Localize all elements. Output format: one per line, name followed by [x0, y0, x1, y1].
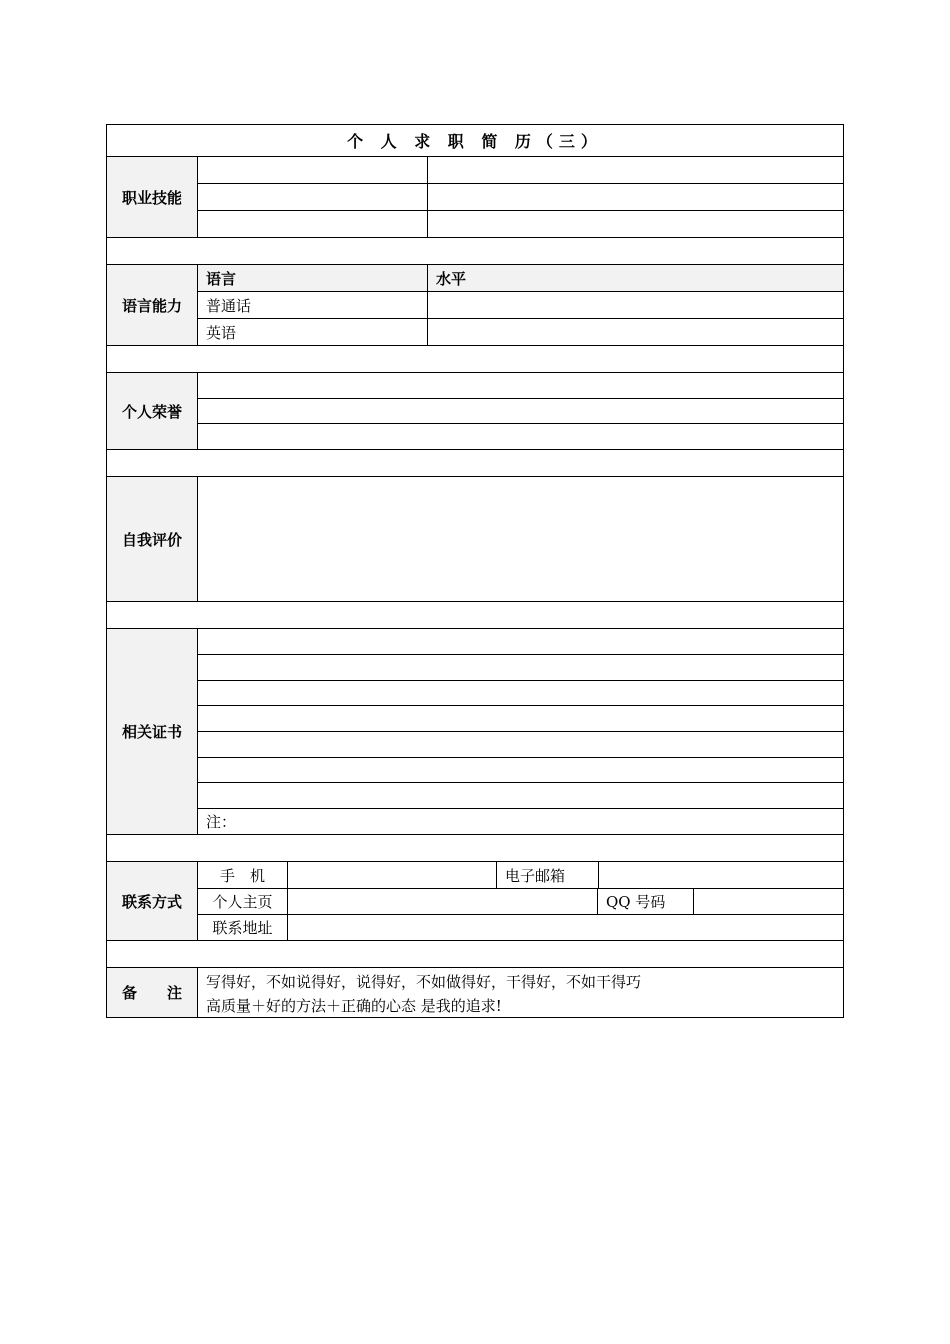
skill-detail-cell[interactable]	[428, 157, 843, 183]
certificate-cell[interactable]	[198, 732, 843, 757]
certificate-cell[interactable]	[198, 706, 843, 731]
self-eval-field[interactable]	[198, 477, 843, 601]
spacer-row	[106, 345, 844, 373]
certificate-cell[interactable]	[198, 655, 843, 680]
skill-cell[interactable]	[198, 157, 428, 183]
homepage-field[interactable]	[288, 889, 598, 914]
remarks-line-1: 写得好，不如说得好，说得好，不如做得好，干得好，不如干得巧	[206, 973, 642, 991]
self-eval-label: 自我评价	[107, 477, 198, 601]
language-name: 英语	[198, 319, 428, 345]
language-header: 语言	[198, 265, 428, 291]
certificate-note: 注：	[206, 813, 237, 831]
skills-section	[106, 156, 844, 238]
address-field[interactable]	[288, 915, 843, 940]
level-header: 水平	[428, 265, 843, 291]
skills-label: 职业技能	[107, 157, 198, 237]
spacer-row	[106, 449, 844, 477]
skill-detail-cell[interactable]	[428, 184, 843, 210]
language-name: 普通话	[198, 292, 428, 318]
phone-field[interactable]	[288, 862, 497, 888]
remarks-label: 备 注	[107, 968, 198, 1017]
honors-label: 个人荣誉	[107, 373, 198, 449]
certificate-cell[interactable]	[198, 783, 843, 808]
spacer-row	[106, 940, 844, 968]
remarks-section	[106, 967, 844, 1018]
certificates-section	[106, 628, 844, 835]
qq-label: QQ 号码	[598, 889, 694, 914]
language-label: 语言能力	[107, 265, 198, 345]
contact-section	[106, 861, 844, 941]
spacer-row	[106, 237, 844, 265]
form-title: 个 人 求 职 简 历（三）	[106, 124, 844, 157]
qq-field[interactable]	[694, 889, 843, 914]
contact-label: 联系方式	[107, 862, 198, 940]
certificate-cell[interactable]	[198, 629, 843, 654]
phone-label: 手 机	[198, 862, 288, 888]
spacer-row	[106, 834, 844, 862]
homepage-label: 个人主页	[198, 889, 288, 914]
certificate-cell[interactable]	[198, 681, 843, 705]
email-label: 电子邮箱	[497, 862, 599, 888]
honor-cell[interactable]	[198, 373, 843, 398]
certificate-cell[interactable]	[198, 758, 843, 782]
skill-cell[interactable]	[198, 184, 428, 210]
skill-cell[interactable]	[198, 211, 428, 237]
address-label: 联系地址	[198, 915, 288, 940]
remarks-line-2: 高质量＋好的方法＋正确的心态 是我的追求!	[206, 997, 502, 1015]
honor-cell[interactable]	[198, 399, 843, 423]
spacer-row	[106, 601, 844, 629]
certificates-label: 相关证书	[107, 629, 198, 834]
honors-section	[106, 372, 844, 450]
self-eval-section	[106, 476, 844, 602]
language-level-cell[interactable]	[428, 292, 843, 318]
language-level-cell[interactable]	[428, 319, 843, 345]
language-section	[106, 264, 844, 346]
honor-cell[interactable]	[198, 424, 843, 449]
email-field[interactable]	[599, 862, 843, 888]
skill-detail-cell[interactable]	[428, 211, 843, 237]
